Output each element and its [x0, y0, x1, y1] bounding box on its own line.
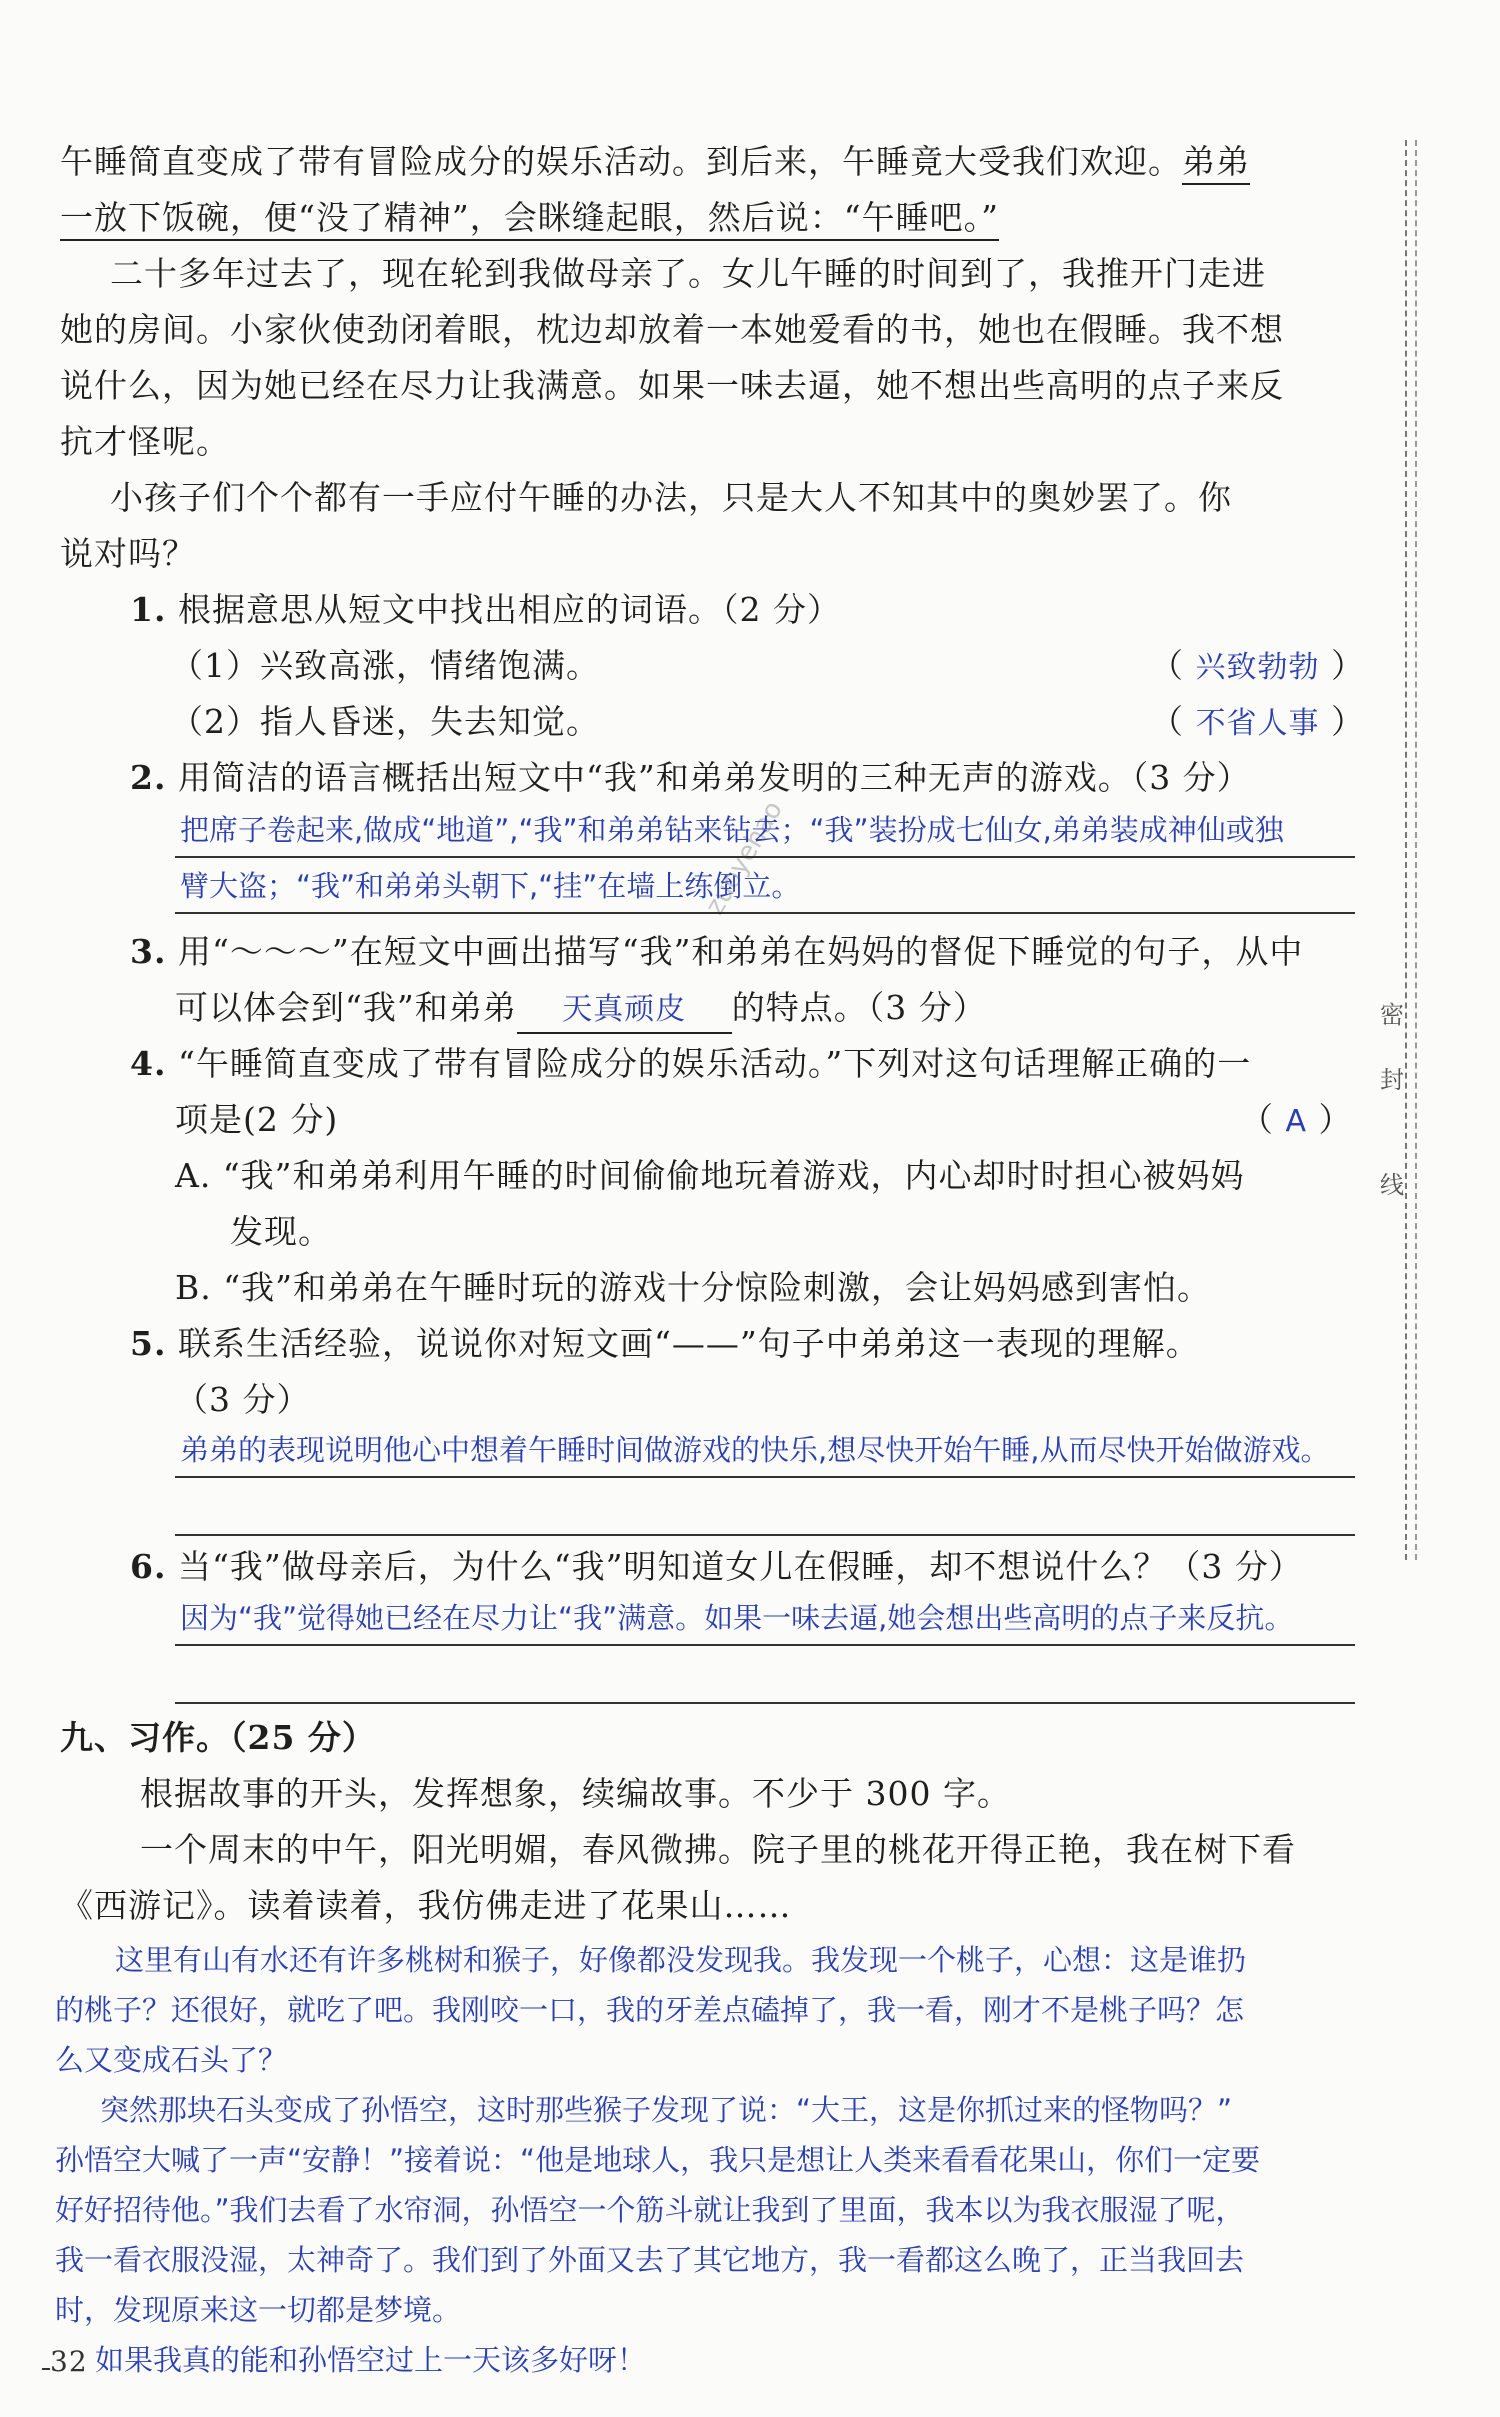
question-1b-answer: （ 不省人事 ） [1150, 702, 1365, 741]
watermark-text: zuoyehao [700, 796, 789, 920]
question-5: 5. 联系生活经验，说说你对短文画“——”句子中弟弟这一表现的理解。 [130, 1324, 1200, 1363]
question-4-answer: （ A ） [1240, 1100, 1353, 1139]
page-number-tick [42, 2368, 50, 2370]
question-3-line-2: 可以体会到“我”和弟弟 天真顽皮 的特点。（3 分） [175, 986, 987, 1034]
answer-rule [175, 1534, 1355, 1536]
essay-line-1: 这里有山有水还有许多桃树和猴子，好像都没发现我。我发现一个桃子，心想：这是谁扔 [115, 1943, 1247, 1977]
passage-line-3: 二十多年过去了，现在轮到我做母亲了。女儿午睡的时间到了，我推开门走进 [110, 254, 1266, 293]
essay-line-5: 孙悟空大喊了一声“安静！”接着说：“他是地球人，我只是想让人类来看看花果山，你们一定要 [55, 2143, 1261, 2177]
answer-rule [175, 856, 1355, 858]
question-1: 1. 根据意思从短文中找出相应的词语。（2 分） [130, 590, 841, 629]
section-9-title: 九、习作。（25 分） [60, 1718, 376, 1757]
answer-rule [175, 1702, 1355, 1704]
question-4-option-a: A. “我”和弟弟利用午睡的时间偷偷地玩着游戏，内心却时时担心被妈妈 [175, 1156, 1245, 1195]
passage-line-7: 小孩子们个个都有一手应付午睡的办法，只是大人不知其中的奥妙罢了。你 [110, 478, 1232, 517]
question-2-answer-line-2: 臂大盗；“我”和弟弟头朝下,“挂”在墙上练倒立。 [180, 869, 801, 903]
question-5-answer: 弟弟的表现说明他心中想着午睡时间做游戏的快乐,想尽快开始午睡,从而尽快开始做游戏。 [180, 1433, 1330, 1467]
passage-line-6: 抗才怪呢。 [60, 422, 230, 461]
story-start-line-1: 一个周末的中午，阳光明媚，春风微拂。院子里的桃花开得正艳，我在树下看 [140, 1830, 1296, 1869]
question-4-option-a-cont: 发现。 [230, 1212, 332, 1251]
question-2: 2. 用简洁的语言概括出短文中“我”和弟弟发明的三种无声的游戏。（3 分） [130, 758, 1251, 797]
question-1b: （2）指人昏迷，失去知觉。 [170, 702, 600, 741]
passage-line-8: 说对吗？ [60, 534, 196, 573]
seal-line [1405, 140, 1407, 1560]
underlined-sentence: 一放下饭碗，便“没了精神”，会眯缝起眼，然后说：“午睡吧。” [60, 198, 999, 241]
answer-rule [175, 912, 1355, 914]
seal-char-feng: 封 [1380, 1066, 1404, 1094]
question-1a-answer: （ 兴致勃勃 ） [1150, 646, 1365, 685]
seal-char-xian: 线 [1380, 1171, 1404, 1199]
section-9-prompt: 根据故事的开头，发挥想象，续编故事。不少于 300 字。 [140, 1774, 1011, 1813]
seal-char-mi: 密 [1380, 1001, 1404, 1029]
passage-line-2 [60, 196, 999, 240]
story-start-line-2: 《西游记》。读着读着，我仿佛走进了花果山…… [60, 1886, 792, 1925]
essay-line-9: 如果我真的能和孙悟空过上一天该多好呀！ [95, 2343, 647, 2377]
passage-line-4: 她的房间。小家伙使劲闭着眼，枕边却放着一本她爱看的书，她也在假睡。我不想 [60, 310, 1284, 349]
question-2-answer-line-1: 把席子卷起来,做成“地道”,“我”和弟弟钻来钻去；“我”装扮成七仙女,弟弟装成神仙或独 [180, 813, 1284, 847]
essay-line-2: 的桃子？还很好，就吃了吧。我刚咬一口，我的牙差点磕掉了，我一看，刚才不是桃子吗？怎 [55, 1993, 1245, 2027]
essay-line-6: 好好招待他。”我们去看了水帘洞，孙悟空一个筋斗就让我到了里面，我本以为我衣服湿了呢， [55, 2193, 1245, 2227]
question-4-line-2: 项是(2 分) [175, 1100, 339, 1139]
essay-line-3: 么又变成石头了？ [55, 2043, 288, 2077]
essay-line-4: 突然那块石头变成了孙悟空，这时那些猴子发现了说：“大王，这是你抓过来的怪物吗？” [100, 2093, 1233, 2127]
passage-line-1: 午睡简直变成了带有冒险成分的娱乐活动。到后来，午睡竟大受我们欢迎。弟弟 [60, 140, 1250, 184]
answer-rule [175, 1476, 1355, 1478]
question-1a: （1）兴致高涨，情绪饱满。 [170, 646, 600, 685]
answer-rule [175, 1644, 1355, 1646]
seal-line-inner [1415, 140, 1417, 1560]
essay-line-8: 时，发现原来这一切都是梦境。 [55, 2293, 462, 2327]
question-6-answer: 因为“我”觉得她已经在尽力让“我”满意。如果一味去逼,她会想出些高明的点子来反抗。 [180, 1601, 1294, 1635]
underlined-sentence-start: 弟弟 [1182, 142, 1250, 185]
question-4-option-b: B. “我”和弟弟在午睡时玩的游戏十分惊险刺激，会让妈妈感到害怕。 [175, 1268, 1211, 1307]
question-4: 4. “午睡简直变成了带有冒险成分的娱乐活动。”下列对这句话理解正确的一 [130, 1044, 1252, 1083]
question-3: 3. 用“～～～”在短文中画出描写“我”和弟弟在妈妈的督促下睡觉的句子，从中 [130, 932, 1304, 971]
question-3-answer: 天真顽皮 [562, 992, 687, 1027]
question-5-score: （3 分） [175, 1380, 311, 1419]
passage-line-5: 说什么，因为她已经在尽力让我满意。如果一味去逼，她不想出些高明的点子来反 [60, 366, 1284, 405]
essay-line-7: 我一看衣服没湿，太神奇了。我们到了外面又去了其它地方，我一看都这么晚了，正当我回去 [55, 2243, 1245, 2277]
page-number: 32 [50, 2345, 88, 2378]
question-6: 6. 当“我”做母亲后，为什么“我”明知道女儿在假睡，却不想说什么？（3 分） [130, 1547, 1303, 1586]
